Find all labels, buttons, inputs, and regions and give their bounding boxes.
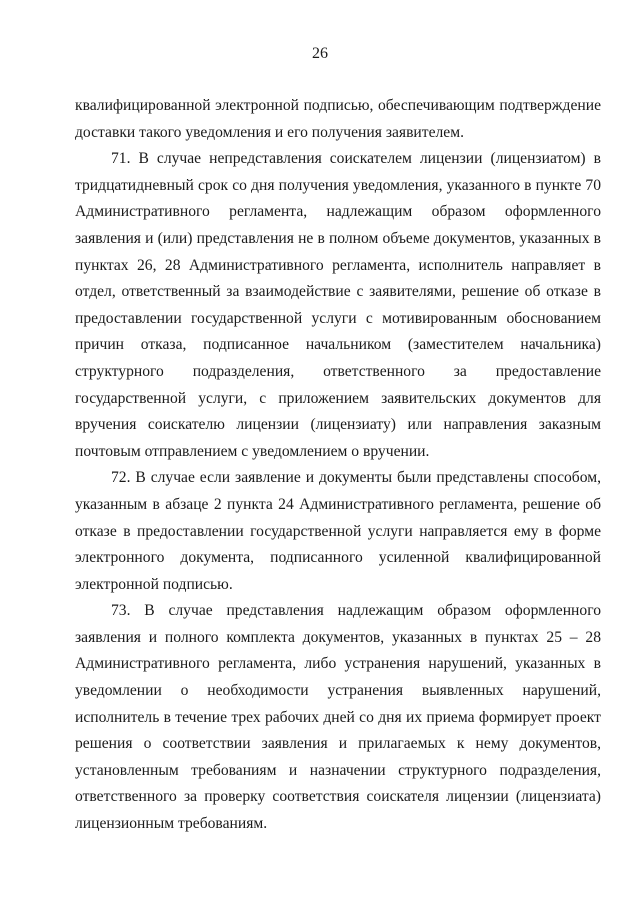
paragraph-item-72: 72. В случае если заявление и документы были представлены способом, указанным в абзаце 2 пункта 24 Административного регламента, решение об отказе в предоставлении государственной услуги направляется ему в форме электронного документа, подписанного усиленной квалифицированной электронной подписью. <box>75 469 601 593</box>
paragraph-continuation: квалифицированной электронной подписью, обеспечивающим подтверждение доставки такого уведомления и его получения заявителем. <box>75 97 601 141</box>
page-number: 26 <box>312 45 328 62</box>
paragraph-item-71: 71. В случае непредставления соискателем лицензии (лицензиатом) в тридцатидневный срок со дня получения уведомления, указанного в пункте 70 Административного регламента, надлежащим образом оформленного заявления и (или) представления не в полном объеме документов, указанных в пунктах 26, 28 Административного регламента, исполнитель направляет в отдел, ответственный за взаимодействие с заявителями, решение об отказе в предоставлении государственной услуги с мотивированным обоснованием причин отказа, подписанное начальником (заместителем начальника) структурного подразделения, ответственного за предоставление государственной услуги, с приложением заявительских документов для вручения соискателю лицензии (лицензиату) или направления заказным почтовым отправлением с уведомлением о вручении. <box>75 150 601 460</box>
document-body <box>75 93 601 838</box>
paragraph-item-73: 73. В случае представления надлежащим образом оформленного заявления и полного комплекта документов, указанных в пунктах 25 – 28 Административного регламента, либо устранения нарушений, указанных в уведомлении о необходимости устранения выявленных нарушений, исполнитель в течение трех рабочих дней со дня их приема формирует проект решения о соответствии заявления и прилагаемых к нему документов, установленным требованиям и назначении структурного подразделения, ответственного за проверку соответствия соискателя лицензии (лицензиата) лицензионным требованиям. <box>75 602 601 833</box>
